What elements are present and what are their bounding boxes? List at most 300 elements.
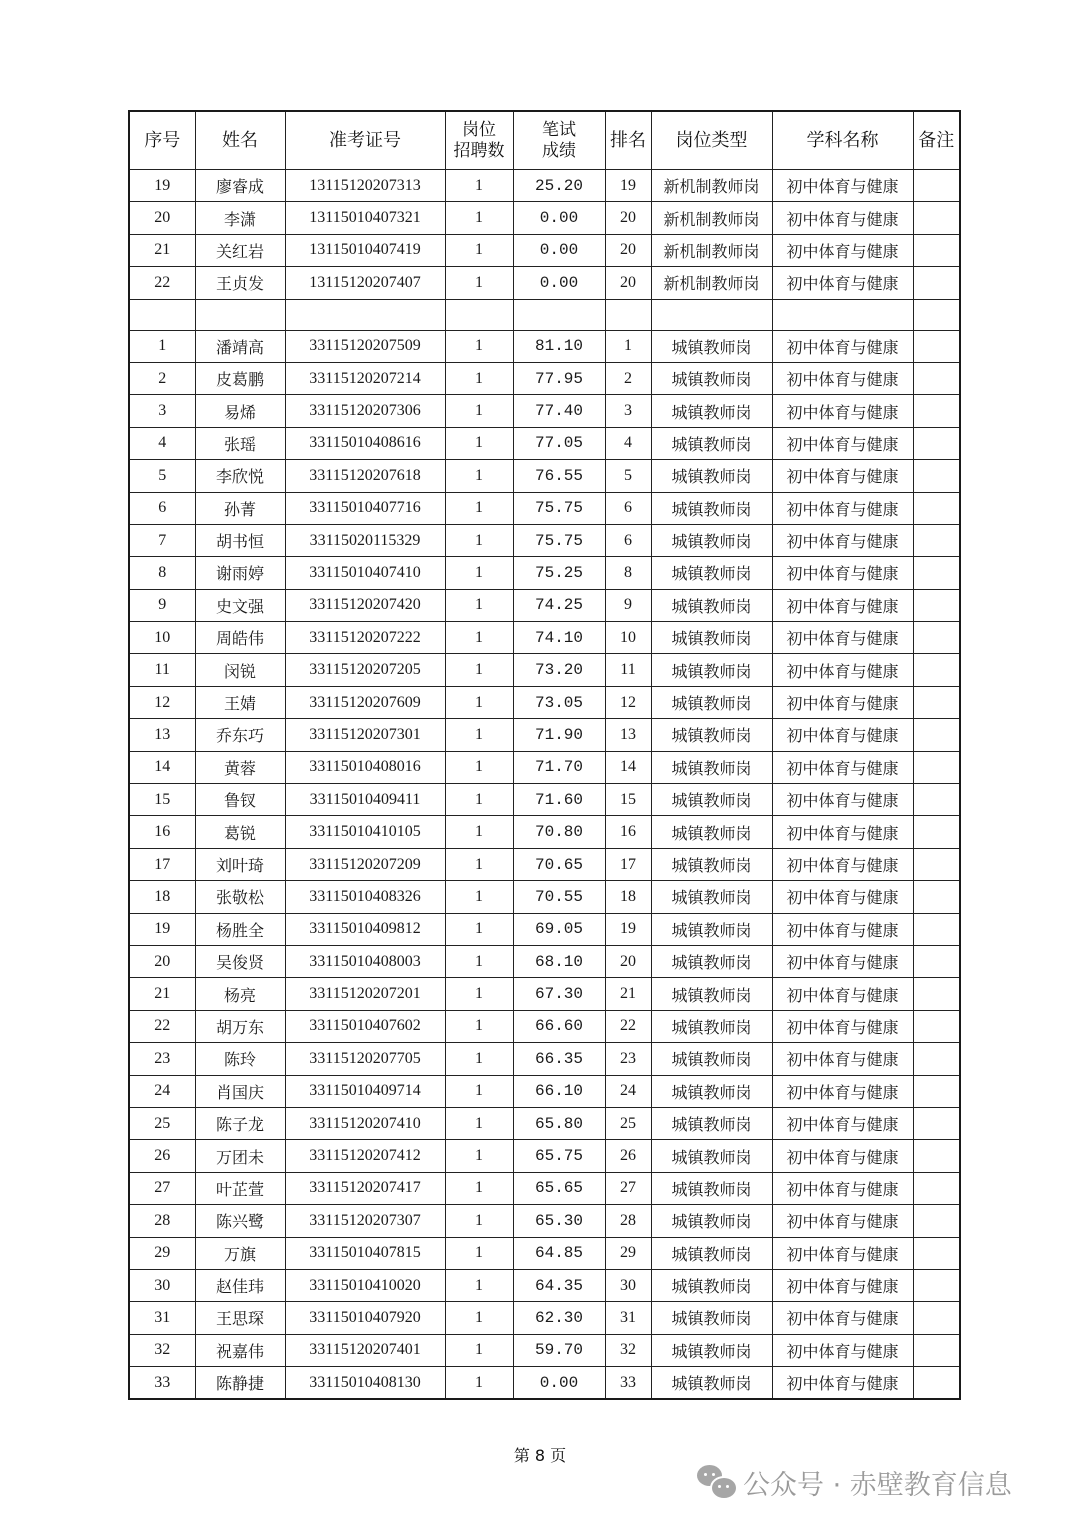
cell-rank: 31 <box>605 1302 651 1334</box>
cell-remark <box>913 686 960 718</box>
cell-score: 77.05 <box>513 427 605 459</box>
cell-score: 77.40 <box>513 395 605 427</box>
spacer-cell <box>513 299 605 330</box>
cell-post-type: 城镇教师岗 <box>651 978 772 1010</box>
cell-post-type: 城镇教师岗 <box>651 330 772 362</box>
cell-exam-id: 33115010409812 <box>285 913 445 945</box>
header-score-line2: 成绩 <box>542 140 576 161</box>
cell-exam-id: 33115120207301 <box>285 719 445 751</box>
cell-rank: 19 <box>605 913 651 945</box>
cell-post-type: 城镇教师岗 <box>651 1367 772 1400</box>
cell-post-type: 城镇教师岗 <box>651 913 772 945</box>
cell-seq: 22 <box>129 267 195 299</box>
cell-seq: 21 <box>129 234 195 266</box>
cell-seq: 24 <box>129 1075 195 1107</box>
cell-exam-id: 33115010409411 <box>285 784 445 816</box>
cell-positions: 1 <box>445 524 513 556</box>
cell-score: 0.00 <box>513 1367 605 1400</box>
table-row <box>129 686 960 718</box>
cell-subject: 初中体育与健康 <box>772 1172 913 1204</box>
cell-exam-id: 33115120207705 <box>285 1043 445 1075</box>
cell-positions: 1 <box>445 492 513 524</box>
cell-exam-id: 33115120207306 <box>285 395 445 427</box>
cell-rank: 20 <box>605 267 651 299</box>
cell-exam-id: 33115120207201 <box>285 978 445 1010</box>
cell-exam-id: 33115010408130 <box>285 1367 445 1400</box>
cell-name: 万团未 <box>195 1140 285 1172</box>
cell-post-type: 新机制教师岗 <box>651 202 772 234</box>
table-row <box>129 1140 960 1172</box>
cell-remark <box>913 589 960 621</box>
cell-seq: 28 <box>129 1205 195 1237</box>
cell-remark <box>913 1010 960 1042</box>
cell-subject: 初中体育与健康 <box>772 427 913 459</box>
cell-seq: 13 <box>129 719 195 751</box>
cell-exam-id: 33115120207307 <box>285 1205 445 1237</box>
cell-post-type: 城镇教师岗 <box>651 1269 772 1301</box>
cell-seq: 21 <box>129 978 195 1010</box>
spacer-cell <box>129 299 195 330</box>
cell-positions: 1 <box>445 622 513 654</box>
cell-seq: 33 <box>129 1367 195 1400</box>
cell-subject: 初中体育与健康 <box>772 945 913 977</box>
cell-score: 68.10 <box>513 945 605 977</box>
cell-name: 叶芷萱 <box>195 1172 285 1204</box>
spacer-cell <box>651 299 772 330</box>
cell-rank: 3 <box>605 395 651 427</box>
cell-rank: 14 <box>605 751 651 783</box>
watermark-text: 公众号 · 赤壁教育信息 <box>743 1469 1012 1501</box>
cell-score: 70.55 <box>513 881 605 913</box>
table-row <box>129 557 960 589</box>
cell-post-type: 城镇教师岗 <box>651 524 772 556</box>
cell-positions: 1 <box>445 913 513 945</box>
table-row <box>129 1334 960 1366</box>
cell-name: 葛锐 <box>195 816 285 848</box>
cell-seq: 23 <box>129 1043 195 1075</box>
header-post-type: 岗位类型 <box>651 111 772 170</box>
table-row <box>129 460 960 492</box>
cell-remark <box>913 267 960 299</box>
cell-exam-id: 33115120207209 <box>285 848 445 880</box>
cell-subject: 初中体育与健康 <box>772 1334 913 1366</box>
cell-subject: 初中体育与健康 <box>772 267 913 299</box>
cell-seq: 25 <box>129 1107 195 1139</box>
cell-seq: 19 <box>129 170 195 202</box>
cell-exam-id: 13115120207407 <box>285 267 445 299</box>
cell-post-type: 新机制教师岗 <box>651 267 772 299</box>
cell-positions: 1 <box>445 978 513 1010</box>
table-row <box>129 1205 960 1237</box>
cell-remark <box>913 492 960 524</box>
table-row <box>129 1237 960 1269</box>
cell-positions: 1 <box>445 816 513 848</box>
cell-subject: 初中体育与健康 <box>772 1205 913 1237</box>
table-row <box>129 622 960 654</box>
cell-subject: 初中体育与健康 <box>772 170 913 202</box>
cell-name: 陈玲 <box>195 1043 285 1075</box>
cell-subject: 初中体育与健康 <box>772 622 913 654</box>
cell-rank: 12 <box>605 686 651 718</box>
cell-exam-id: 33115010409714 <box>285 1075 445 1107</box>
cell-seq: 20 <box>129 202 195 234</box>
cell-post-type: 城镇教师岗 <box>651 1075 772 1107</box>
cell-subject: 初中体育与健康 <box>772 362 913 394</box>
cell-seq: 2 <box>129 362 195 394</box>
spacer-cell <box>772 299 913 330</box>
table-row <box>129 654 960 686</box>
cell-exam-id: 33115020115329 <box>285 524 445 556</box>
header-seq: 序号 <box>129 111 195 170</box>
cell-subject: 初中体育与健康 <box>772 751 913 783</box>
cell-remark <box>913 654 960 686</box>
cell-positions: 1 <box>445 234 513 266</box>
header-row <box>129 111 960 170</box>
cell-post-type: 城镇教师岗 <box>651 1140 772 1172</box>
cell-positions: 1 <box>445 1302 513 1334</box>
cell-score: 65.65 <box>513 1172 605 1204</box>
cell-exam-id: 33115010408003 <box>285 945 445 977</box>
cell-seq: 8 <box>129 557 195 589</box>
cell-exam-id: 33115120207420 <box>285 589 445 621</box>
table-row <box>129 427 960 459</box>
cell-remark <box>913 170 960 202</box>
cell-exam-id: 33115120207509 <box>285 330 445 362</box>
spacer-group <box>129 299 960 330</box>
cell-subject: 初中体育与健康 <box>772 1075 913 1107</box>
cell-rank: 8 <box>605 557 651 589</box>
cell-remark <box>913 234 960 266</box>
cell-score: 75.25 <box>513 557 605 589</box>
cell-exam-id: 33115120207609 <box>285 686 445 718</box>
watermark <box>697 1462 1012 1502</box>
cell-score: 71.90 <box>513 719 605 751</box>
cell-seq: 19 <box>129 913 195 945</box>
cell-score: 67.30 <box>513 978 605 1010</box>
cell-rank: 15 <box>605 784 651 816</box>
cell-subject: 初中体育与健康 <box>772 234 913 266</box>
cell-name: 肖国庆 <box>195 1075 285 1107</box>
cell-post-type: 城镇教师岗 <box>651 395 772 427</box>
cell-exam-id: 33115120207401 <box>285 1334 445 1366</box>
cell-subject: 初中体育与健康 <box>772 816 913 848</box>
cell-seq: 9 <box>129 589 195 621</box>
results-table <box>128 110 961 1400</box>
cell-name: 王思琛 <box>195 1302 285 1334</box>
cell-name: 赵佳玮 <box>195 1269 285 1301</box>
cell-rank: 6 <box>605 524 651 556</box>
cell-positions: 1 <box>445 202 513 234</box>
cell-positions: 1 <box>445 395 513 427</box>
cell-score: 64.35 <box>513 1269 605 1301</box>
cell-rank: 26 <box>605 1140 651 1172</box>
cell-seq: 20 <box>129 945 195 977</box>
table-row <box>129 751 960 783</box>
cell-positions: 1 <box>445 1367 513 1400</box>
cell-seq: 6 <box>129 492 195 524</box>
cell-score: 62.30 <box>513 1302 605 1334</box>
cell-positions: 1 <box>445 460 513 492</box>
cell-remark <box>913 751 960 783</box>
table-row <box>129 816 960 848</box>
table-row <box>129 784 960 816</box>
cell-exam-id: 33115120207205 <box>285 654 445 686</box>
cell-rank: 20 <box>605 234 651 266</box>
cell-name: 张瑶 <box>195 427 285 459</box>
cell-score: 69.05 <box>513 913 605 945</box>
cell-name: 李潇 <box>195 202 285 234</box>
cell-positions: 1 <box>445 170 513 202</box>
cell-remark <box>913 719 960 751</box>
table-row <box>129 881 960 913</box>
cell-subject: 初中体育与健康 <box>772 1107 913 1139</box>
cell-remark <box>913 1107 960 1139</box>
cell-subject: 初中体育与健康 <box>772 784 913 816</box>
cell-exam-id: 33115120207618 <box>285 460 445 492</box>
cell-name: 廖睿成 <box>195 170 285 202</box>
cell-exam-id: 33115010408326 <box>285 881 445 913</box>
cell-exam-id: 13115010407419 <box>285 234 445 266</box>
table-row <box>129 362 960 394</box>
cell-seq: 32 <box>129 1334 195 1366</box>
header-name: 姓名 <box>195 111 285 170</box>
cell-exam-id: 33115010407815 <box>285 1237 445 1269</box>
results-sheet <box>128 110 961 1400</box>
header-score-line1: 笔试 <box>542 119 576 140</box>
cell-rank: 28 <box>605 1205 651 1237</box>
cell-name: 黄蓉 <box>195 751 285 783</box>
cell-remark <box>913 1043 960 1075</box>
cell-subject: 初中体育与健康 <box>772 330 913 362</box>
cell-remark <box>913 330 960 362</box>
cell-name: 易烯 <box>195 395 285 427</box>
cell-score: 75.75 <box>513 492 605 524</box>
cell-post-type: 城镇教师岗 <box>651 460 772 492</box>
cell-rank: 13 <box>605 719 651 751</box>
cell-seq: 30 <box>129 1269 195 1301</box>
cell-name: 陈兴鹭 <box>195 1205 285 1237</box>
table-row <box>129 1010 960 1042</box>
cell-name: 闵锐 <box>195 654 285 686</box>
cell-remark <box>913 1075 960 1107</box>
wechat-icon <box>697 1465 735 1499</box>
cell-rank: 18 <box>605 881 651 913</box>
cell-score: 76.55 <box>513 460 605 492</box>
cell-subject: 初中体育与健康 <box>772 848 913 880</box>
table-row <box>129 1043 960 1075</box>
cell-exam-id: 33115010407920 <box>285 1302 445 1334</box>
cell-subject: 初中体育与健康 <box>772 719 913 751</box>
cell-post-type: 城镇教师岗 <box>651 1237 772 1269</box>
cell-post-type: 城镇教师岗 <box>651 589 772 621</box>
cell-positions: 1 <box>445 784 513 816</box>
group-b-rows <box>129 330 960 1399</box>
cell-rank: 33 <box>605 1367 651 1400</box>
table-row <box>129 202 960 234</box>
cell-positions: 1 <box>445 1205 513 1237</box>
cell-post-type: 城镇教师岗 <box>651 1172 772 1204</box>
cell-name: 祝嘉伟 <box>195 1334 285 1366</box>
cell-name: 陈静捷 <box>195 1367 285 1400</box>
cell-post-type: 城镇教师岗 <box>651 1107 772 1139</box>
cell-score: 64.85 <box>513 1237 605 1269</box>
cell-subject: 初中体育与健康 <box>772 460 913 492</box>
cell-name: 陈子龙 <box>195 1107 285 1139</box>
group-a-rows <box>129 170 960 300</box>
cell-rank: 11 <box>605 654 651 686</box>
cell-positions: 1 <box>445 1334 513 1366</box>
cell-rank: 21 <box>605 978 651 1010</box>
cell-subject: 初中体育与健康 <box>772 1010 913 1042</box>
table-row <box>129 1172 960 1204</box>
cell-name: 孙菁 <box>195 492 285 524</box>
cell-positions: 1 <box>445 945 513 977</box>
cell-positions: 1 <box>445 719 513 751</box>
cell-subject: 初中体育与健康 <box>772 686 913 718</box>
cell-remark <box>913 202 960 234</box>
cell-score: 77.95 <box>513 362 605 394</box>
cell-name: 史文强 <box>195 589 285 621</box>
cell-name: 刘叶琦 <box>195 848 285 880</box>
cell-post-type: 城镇教师岗 <box>651 881 772 913</box>
cell-subject: 初中体育与健康 <box>772 589 913 621</box>
cell-name: 吴俊贤 <box>195 945 285 977</box>
page-number: 第 8 页 <box>513 1446 567 1465</box>
cell-seq: 16 <box>129 816 195 848</box>
header-positions-line1: 岗位 <box>462 119 496 140</box>
cell-positions: 1 <box>445 751 513 783</box>
cell-score: 71.60 <box>513 784 605 816</box>
cell-seq: 14 <box>129 751 195 783</box>
table-row <box>129 945 960 977</box>
cell-name: 皮葛鹏 <box>195 362 285 394</box>
cell-exam-id: 33115120207214 <box>285 362 445 394</box>
cell-remark <box>913 1237 960 1269</box>
cell-score: 70.80 <box>513 816 605 848</box>
cell-rank: 17 <box>605 848 651 880</box>
cell-score: 0.00 <box>513 267 605 299</box>
cell-score: 25.20 <box>513 170 605 202</box>
table-row <box>129 492 960 524</box>
cell-remark <box>913 1334 960 1366</box>
cell-positions: 1 <box>445 1269 513 1301</box>
cell-rank: 20 <box>605 202 651 234</box>
cell-post-type: 新机制教师岗 <box>651 170 772 202</box>
cell-seq: 1 <box>129 330 195 362</box>
cell-exam-id: 33115010407716 <box>285 492 445 524</box>
cell-remark <box>913 1269 960 1301</box>
cell-exam-id: 33115010408616 <box>285 427 445 459</box>
cell-exam-id: 13115120207313 <box>285 170 445 202</box>
cell-post-type: 城镇教师岗 <box>651 557 772 589</box>
cell-rank: 32 <box>605 1334 651 1366</box>
cell-seq: 12 <box>129 686 195 718</box>
cell-subject: 初中体育与健康 <box>772 881 913 913</box>
spacer-cell <box>913 299 960 330</box>
header-score <box>513 111 605 170</box>
cell-score: 66.35 <box>513 1043 605 1075</box>
table-row <box>129 170 960 202</box>
cell-score: 66.10 <box>513 1075 605 1107</box>
cell-subject: 初中体育与健康 <box>772 492 913 524</box>
cell-positions: 1 <box>445 1043 513 1075</box>
cell-name: 鲁钗 <box>195 784 285 816</box>
cell-subject: 初中体育与健康 <box>772 1367 913 1400</box>
cell-remark <box>913 524 960 556</box>
cell-exam-id: 33115120207417 <box>285 1172 445 1204</box>
cell-seq: 27 <box>129 1172 195 1204</box>
spacer-cell <box>285 299 445 330</box>
header-positions-line2: 招聘数 <box>453 140 505 161</box>
cell-score: 74.10 <box>513 622 605 654</box>
cell-seq: 3 <box>129 395 195 427</box>
spacer-row <box>129 299 960 330</box>
header-rank: 排名 <box>605 111 651 170</box>
cell-post-type: 城镇教师岗 <box>651 427 772 459</box>
header-exam-id: 准考证号 <box>285 111 445 170</box>
cell-post-type: 城镇教师岗 <box>651 622 772 654</box>
cell-name: 关红岩 <box>195 234 285 266</box>
header-subject: 学科名称 <box>772 111 913 170</box>
cell-rank: 30 <box>605 1269 651 1301</box>
cell-positions: 1 <box>445 362 513 394</box>
cell-positions: 1 <box>445 427 513 459</box>
cell-subject: 初中体育与健康 <box>772 1269 913 1301</box>
table-row <box>129 978 960 1010</box>
table-row <box>129 1302 960 1334</box>
cell-score: 0.00 <box>513 234 605 266</box>
cell-seq: 29 <box>129 1237 195 1269</box>
table-row <box>129 1367 960 1400</box>
header-remark: 备注 <box>913 111 960 170</box>
table-row <box>129 848 960 880</box>
cell-rank: 20 <box>605 945 651 977</box>
cell-rank: 2 <box>605 362 651 394</box>
cell-rank: 9 <box>605 589 651 621</box>
cell-positions: 1 <box>445 1140 513 1172</box>
cell-subject: 初中体育与健康 <box>772 524 913 556</box>
table-row <box>129 395 960 427</box>
cell-remark <box>913 395 960 427</box>
cell-seq: 10 <box>129 622 195 654</box>
cell-name: 张敬松 <box>195 881 285 913</box>
cell-remark <box>913 945 960 977</box>
cell-positions: 1 <box>445 1237 513 1269</box>
cell-score: 75.75 <box>513 524 605 556</box>
cell-seq: 15 <box>129 784 195 816</box>
cell-name: 胡万东 <box>195 1010 285 1042</box>
cell-positions: 1 <box>445 848 513 880</box>
cell-post-type: 城镇教师岗 <box>651 719 772 751</box>
cell-score: 65.80 <box>513 1107 605 1139</box>
cell-seq: 4 <box>129 427 195 459</box>
cell-remark <box>913 1140 960 1172</box>
cell-positions: 1 <box>445 557 513 589</box>
table-row <box>129 267 960 299</box>
cell-rank: 22 <box>605 1010 651 1042</box>
cell-seq: 26 <box>129 1140 195 1172</box>
cell-rank: 10 <box>605 622 651 654</box>
table-row <box>129 913 960 945</box>
cell-name: 谢雨婷 <box>195 557 285 589</box>
cell-score: 59.70 <box>513 1334 605 1366</box>
cell-post-type: 城镇教师岗 <box>651 848 772 880</box>
cell-post-type: 城镇教师岗 <box>651 686 772 718</box>
cell-remark <box>913 460 960 492</box>
cell-remark <box>913 622 960 654</box>
cell-rank: 16 <box>605 816 651 848</box>
cell-rank: 5 <box>605 460 651 492</box>
